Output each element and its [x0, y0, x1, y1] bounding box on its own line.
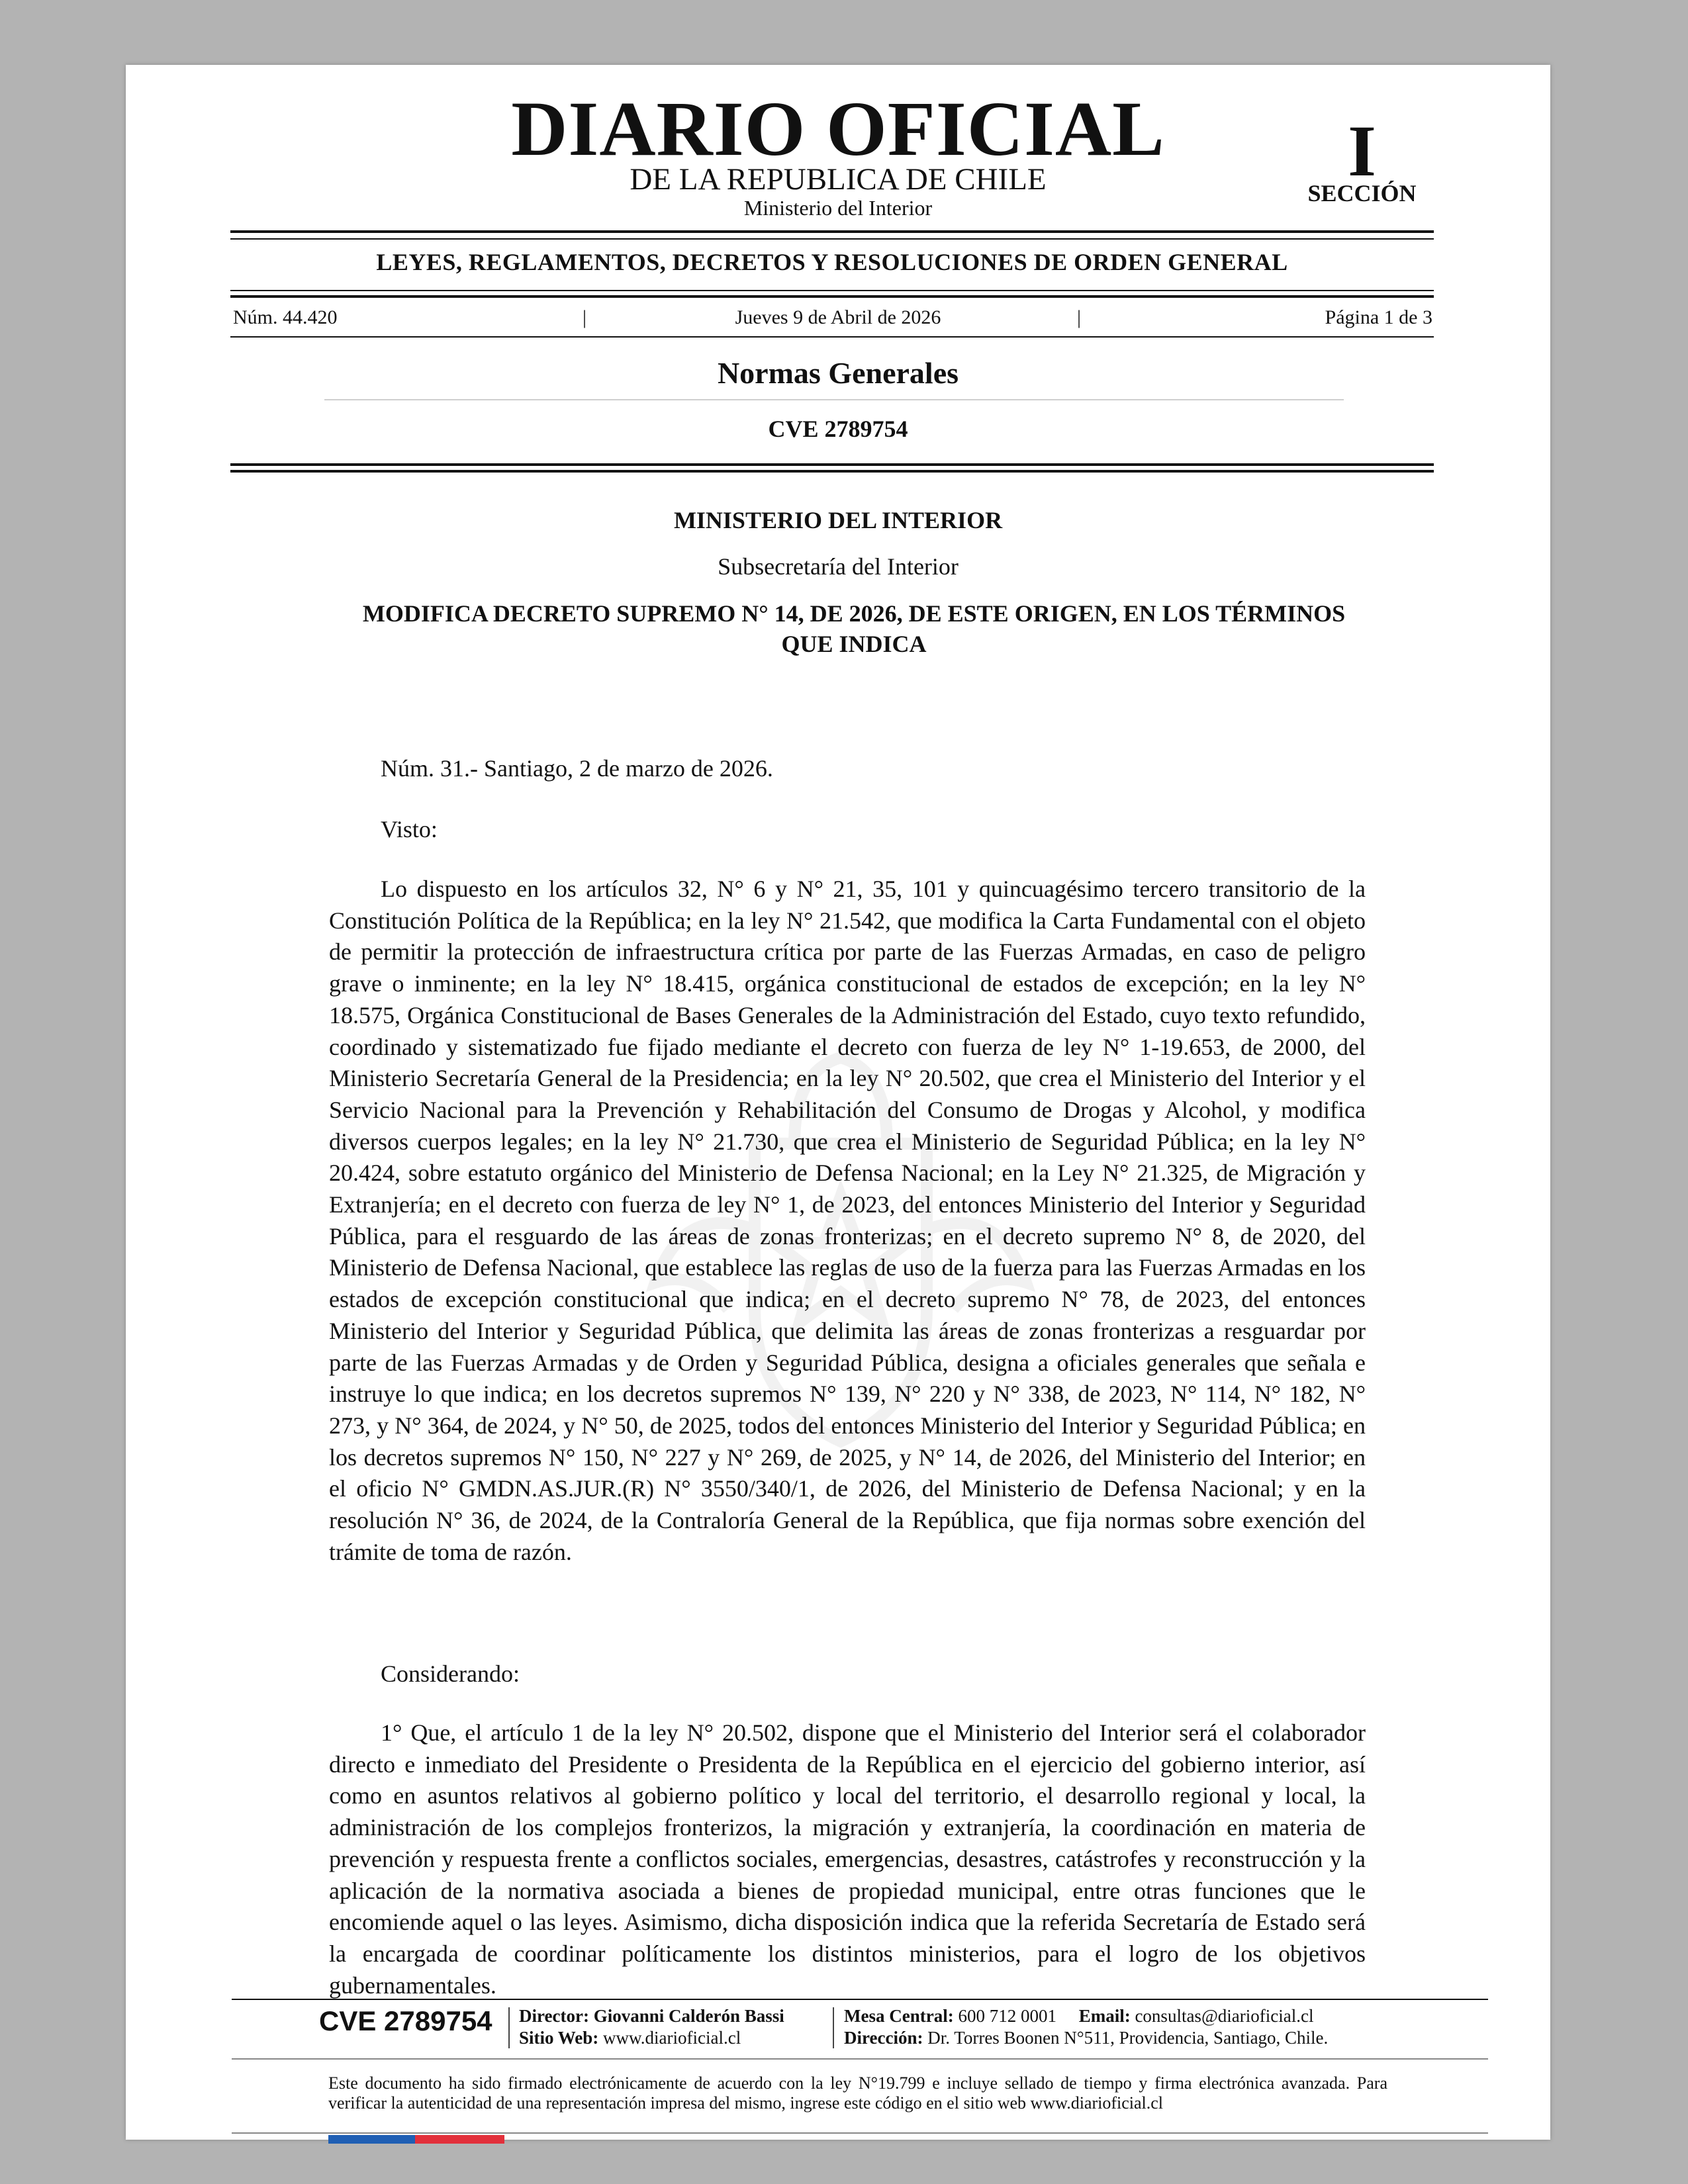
- info-separator: |: [583, 306, 587, 328]
- category-rule: [230, 295, 1434, 298]
- decree-number-date: Núm. 31.- Santiago, 2 de marzo de 2026.: [381, 755, 773, 782]
- director-name: Giovanni Calderón Bassi: [593, 2006, 784, 2026]
- footer-website: [519, 2027, 741, 2049]
- footer-contact: [844, 2005, 1313, 2027]
- considerando-1-paragraph: 1° Que, el artículo 1 de la ley N° 20.502, dispone que el Ministerio del Interior será el colaborador directo e inmediato del Presidente o Presidenta de la República en el ejercicio del gobierno interior, así como en asuntos relativos al gobierno político y local del territorio, el desarrollo regional y local, la administración de los complejos fronterizos, la migración y extranjería, la coordinación en materia de prevención y respuesta frente a conflictos sociales, emergencias, desastres, catástrofes y reconstrucción y la aplicación de la normativa asociada a bienes de propiedad municipal, entre otras funciones que le encomiende aquel o las leyes. Asimismo, dicha disposición indica que la referida Secretaría de Estado será la encargada de coordinar políticamente los distintos ministerios, para el logro de los objetivos gubernamentales.: [329, 1719, 1366, 1999]
- footer-rule-top: [232, 1999, 1488, 2000]
- cve-code: CVE 2789754: [768, 416, 908, 442]
- issue-date: Jueves 9 de Abril de 2026: [735, 306, 941, 328]
- masthead-title: DIARIO OFICIAL: [511, 85, 1165, 172]
- email-link[interactable]: consultas@diarioficial.cl: [1135, 2006, 1314, 2026]
- header-rule-bottom-2: [230, 470, 1434, 473]
- considerando-label: Considerando:: [381, 1661, 520, 1687]
- footer-director: [519, 2005, 784, 2027]
- flag-stripe-red: [415, 2135, 504, 2144]
- footer-divider: [508, 2007, 510, 2048]
- document-page: [126, 65, 1550, 2140]
- category-heading: LEYES, REGLAMENTOS, DECRETOS Y RESOLUCIONES DE ORDEN GENERAL: [376, 249, 1288, 275]
- visto-paragraph: Lo dispuesto en los artículos 32, N° 6 y N° 21, 35, 101 y quincuagésimo tercero transitorio de la Constitución Política de la República; en la ley N° 21.542, que modifica la Carta Fundamental con el objeto de permitir la protección de infraestructura crítica por parte de las Fuerzas Armadas, en caso de peligro grave o inminente; en la ley N° 18.415, orgánica constitucional de estados de excepción; en la ley N° 18.575, Orgánica Constitucional de Bases Generales de la Administración del Estado, cuyo texto refundido, coordinado y sistematizado fue fijado mediante el decreto con fuerza de ley N° 1-19.653, de 2000, del Ministerio Secretaría General de la Presidencia; en la ley N° 20.502, que crea el Ministerio del Interior y el Servicio Nacional para la Prevención y Rehabilitación del Consumo de Drogas y Alcohol, y modifica diversos cuerpos legales; en la ley N° 21.730, que crea el Ministerio de Seguridad Pública; en la ley N° 20.424, sobre estatuto orgánico del Ministerio de Defensa Nacional; en la Ley N° 21.325, de Migración y Extranjería; en el decreto con fuerza de ley N° 1, de 2023, del entonces Ministerio del Interior y Seguridad Pública, para el resguardo de las áreas de zonas fronterizas; en el decreto supremo N° 8, de 2020, del Ministerio de Defensa Nacional, que establece las reglas de uso de la fuerza para las Fuerzas Armadas en los estados de excepción constitucional que indica; en el decreto supremo N° 78, de 2023, del entonces Ministerio del Interior y Seguridad Pública, que delimita las áreas de zonas fronterizas a resguardar por parte de las Fuerzas Armadas y de Orden y Seguridad Pública, designa a oficiales generales que señala e instruye lo que indica; en los decretos supremos N° 139, N° 220 y N° 338, de 2023, N° 114, N° 182, N° 273, y N° 364, de 2024, y N° 50, de 2025, todos del entonces Ministerio del Interior y Seguridad Pública; en los decretos supremos N° 150, N° 227 y N° 269, de 2025, y N° 14, de 2026, del Ministerio del Interior; en el oficio N° GMDN.AS.JUR.(R) N° 3550/340/1, de 2026, del Ministerio de Defensa Nacional; y en la resolución N° 36, de 2024, de la Contraloría General de la República, que fija normas sobre exención del trámite de toma de razón.: [329, 876, 1366, 1565]
- masthead-subtitle: DE LA REPUBLICA DE CHILE: [630, 162, 1047, 197]
- masthead-rule-top: [230, 230, 1434, 233]
- legal-notice: Este documento ha sido firmado electrónicamente de acuerdo con la ley N°19.799 e incluye sellado de tiempo y firma electrónica avanzada. Para verificar la autenticidad de una representación impresa del mismo, ingrese este código en el sitio web www.diarioficial.cl: [328, 2073, 1387, 2113]
- subsecretaria: Subsecretaría del Interior: [718, 553, 959, 580]
- website-link[interactable]: www.diarioficial.cl: [603, 2028, 741, 2048]
- website-label: Sitio Web:: [519, 2028, 599, 2048]
- mesa-central-phone: 600 712 0001: [958, 2006, 1056, 2026]
- footer-rule-middle: [232, 2058, 1488, 2060]
- footer-divider: [833, 2007, 834, 2048]
- address-label: Dirección:: [844, 2028, 923, 2048]
- issuing-ministry: MINISTERIO DEL INTERIOR: [673, 507, 1003, 533]
- mesa-central-label: Mesa Central:: [844, 2006, 954, 2026]
- section-label: SECCIÓN: [1307, 180, 1417, 206]
- section-number: I: [1348, 111, 1376, 191]
- flag-stripe-blue: [328, 2135, 415, 2144]
- decree-title: MODIFICA DECRETO SUPREMO N° 14, DE 2026, DE ESTE ORIGEN, EN LOS TÉRMINOS QUE INDICA: [362, 600, 1346, 657]
- category-rule-thin: [230, 290, 1434, 291]
- page-indicator: Página 1 de 3: [1325, 306, 1432, 328]
- info-separator: |: [1077, 306, 1082, 328]
- header-rule-bottom: [230, 463, 1434, 466]
- address-value: Dr. Torres Boonen N°511, Providencia, Santiago, Chile.: [927, 2028, 1329, 2048]
- director-label: Director:: [519, 2006, 589, 2026]
- divider: [324, 399, 1344, 400]
- email-label: Email:: [1078, 2006, 1131, 2026]
- visto-label: Visto:: [381, 816, 438, 842]
- issue-number: Núm. 44.420: [233, 306, 338, 328]
- infobar-rule: [230, 336, 1434, 338]
- footer-rule-bottom: [232, 2132, 1488, 2134]
- masthead-ministry: Ministerio del Interior: [743, 196, 933, 220]
- section-heading: Normas Generales: [717, 356, 959, 390]
- footer-cve-code: CVE 2789754: [319, 2005, 492, 2036]
- footer-address: [844, 2027, 1328, 2049]
- masthead-rule-top-thin: [230, 238, 1434, 240]
